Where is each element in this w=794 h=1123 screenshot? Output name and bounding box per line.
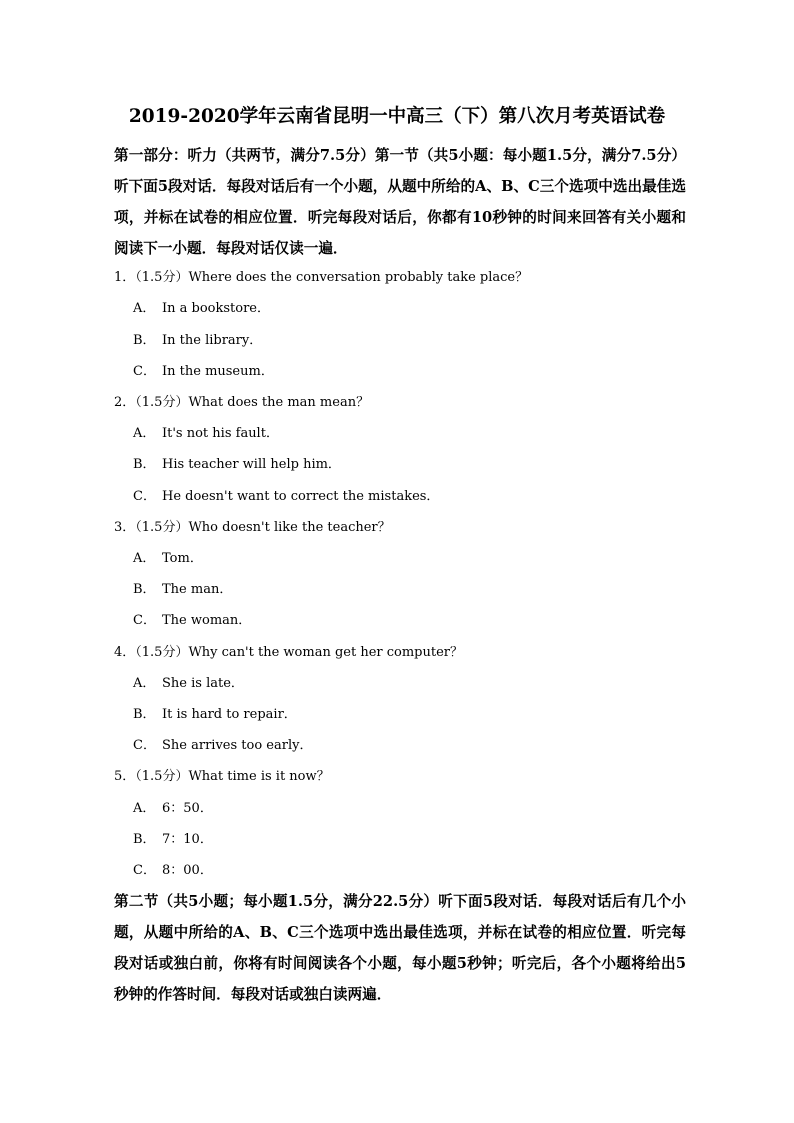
question-3-stem: 3．（1.5分）Who doesn't like the teacher？	[114, 520, 391, 535]
option-letter: A．	[133, 551, 156, 566]
option-text: She is late．	[162, 676, 244, 691]
option-letter: B．	[133, 707, 156, 722]
option-letter: C．	[133, 364, 156, 379]
question-5-option-c[interactable]	[133, 862, 213, 880]
page-title: 2019-2020学年云南省昆明一中高三（下）第八次月考英语试卷	[128, 106, 666, 127]
section-1-instructions: 第一部分：听力（共两节，满分7.5分）第一节（共5小题：每小题1.5分，满分7.5分）听下面5段对话．每段对话后有一个小题，从题中所给的A、B、C三个选项中选出最佳选项，并标在试卷的相应位置．听完每段对话后，你都有10秒钟的时间来回答有关小题和阅读下一小题．每段对话仅读一遍．	[114, 147, 686, 257]
option-letter: B．	[133, 457, 156, 472]
option-text: He doesn't want to correct the mistakes．	[162, 489, 440, 504]
option-letter: A．	[133, 801, 156, 816]
option-text: It's not his fault．	[162, 426, 279, 441]
question-2-option-a[interactable]	[133, 425, 279, 443]
option-letter: A．	[133, 301, 156, 316]
option-letter: C．	[133, 738, 156, 753]
section-2-instructions: 第二节（共5小题；每小题1.5分，满分22.5分）听下面5段对话．每段对话后有几个小题，从题中所给的A、B、C三个选项中选出最佳选项，并标在试卷的相应位置．听完每段对话或独白前，你将有时间阅读各个小题，每小题5秒钟；听完后，各个小题将给出5秒钟的作答时间．每段对话或独白读两遍．	[114, 893, 686, 1003]
question-2-stem: 2．（1.5分）What does the man mean？	[114, 395, 370, 410]
question-3-option-b[interactable]	[133, 581, 232, 599]
option-text: In the museum．	[162, 364, 274, 379]
option-text: 7：10．	[162, 832, 213, 847]
question-4-option-a[interactable]	[133, 675, 244, 693]
option-text: The woman．	[162, 613, 252, 628]
question-3-option-a[interactable]	[133, 550, 203, 568]
question-4-option-b[interactable]	[133, 706, 297, 724]
option-letter: C．	[133, 489, 156, 504]
option-text: The man．	[162, 582, 233, 597]
option-letter: A．	[133, 426, 156, 441]
question-1-option-b[interactable]	[133, 332, 262, 350]
option-letter: A．	[133, 676, 156, 691]
option-text: 8：00．	[162, 863, 213, 878]
option-letter: B．	[133, 333, 156, 348]
option-text: In a bookstore．	[162, 301, 271, 316]
option-letter: C．	[133, 613, 156, 628]
option-text: It is hard to repair．	[162, 707, 297, 722]
option-letter: C．	[133, 863, 156, 878]
question-4-stem: 4．（1.5分）Why can't the woman get her computer？	[114, 645, 463, 660]
question-2-option-b[interactable]	[133, 456, 341, 474]
option-text: His teacher will help him．	[162, 457, 341, 472]
option-text: 6：50．	[162, 801, 213, 816]
question-1-option-a[interactable]	[133, 300, 270, 318]
question-5-option-b[interactable]	[133, 831, 213, 849]
option-text: Tom．	[162, 551, 203, 566]
question-5-stem: 5．（1.5分）What time is it now？	[114, 769, 330, 784]
option-letter: B．	[133, 832, 156, 847]
option-text: In the library．	[162, 333, 263, 348]
option-letter: B．	[133, 582, 156, 597]
question-4-option-c[interactable]	[133, 737, 312, 755]
question-5-option-a[interactable]	[133, 800, 213, 818]
option-text: She arrives too early．	[162, 738, 313, 753]
question-2-option-c[interactable]	[133, 488, 439, 506]
question-1-stem: 1．（1.5分）Where does the conversation probably take place？	[114, 270, 529, 285]
question-3-option-c[interactable]	[133, 612, 251, 630]
question-1-option-c[interactable]	[133, 363, 274, 381]
